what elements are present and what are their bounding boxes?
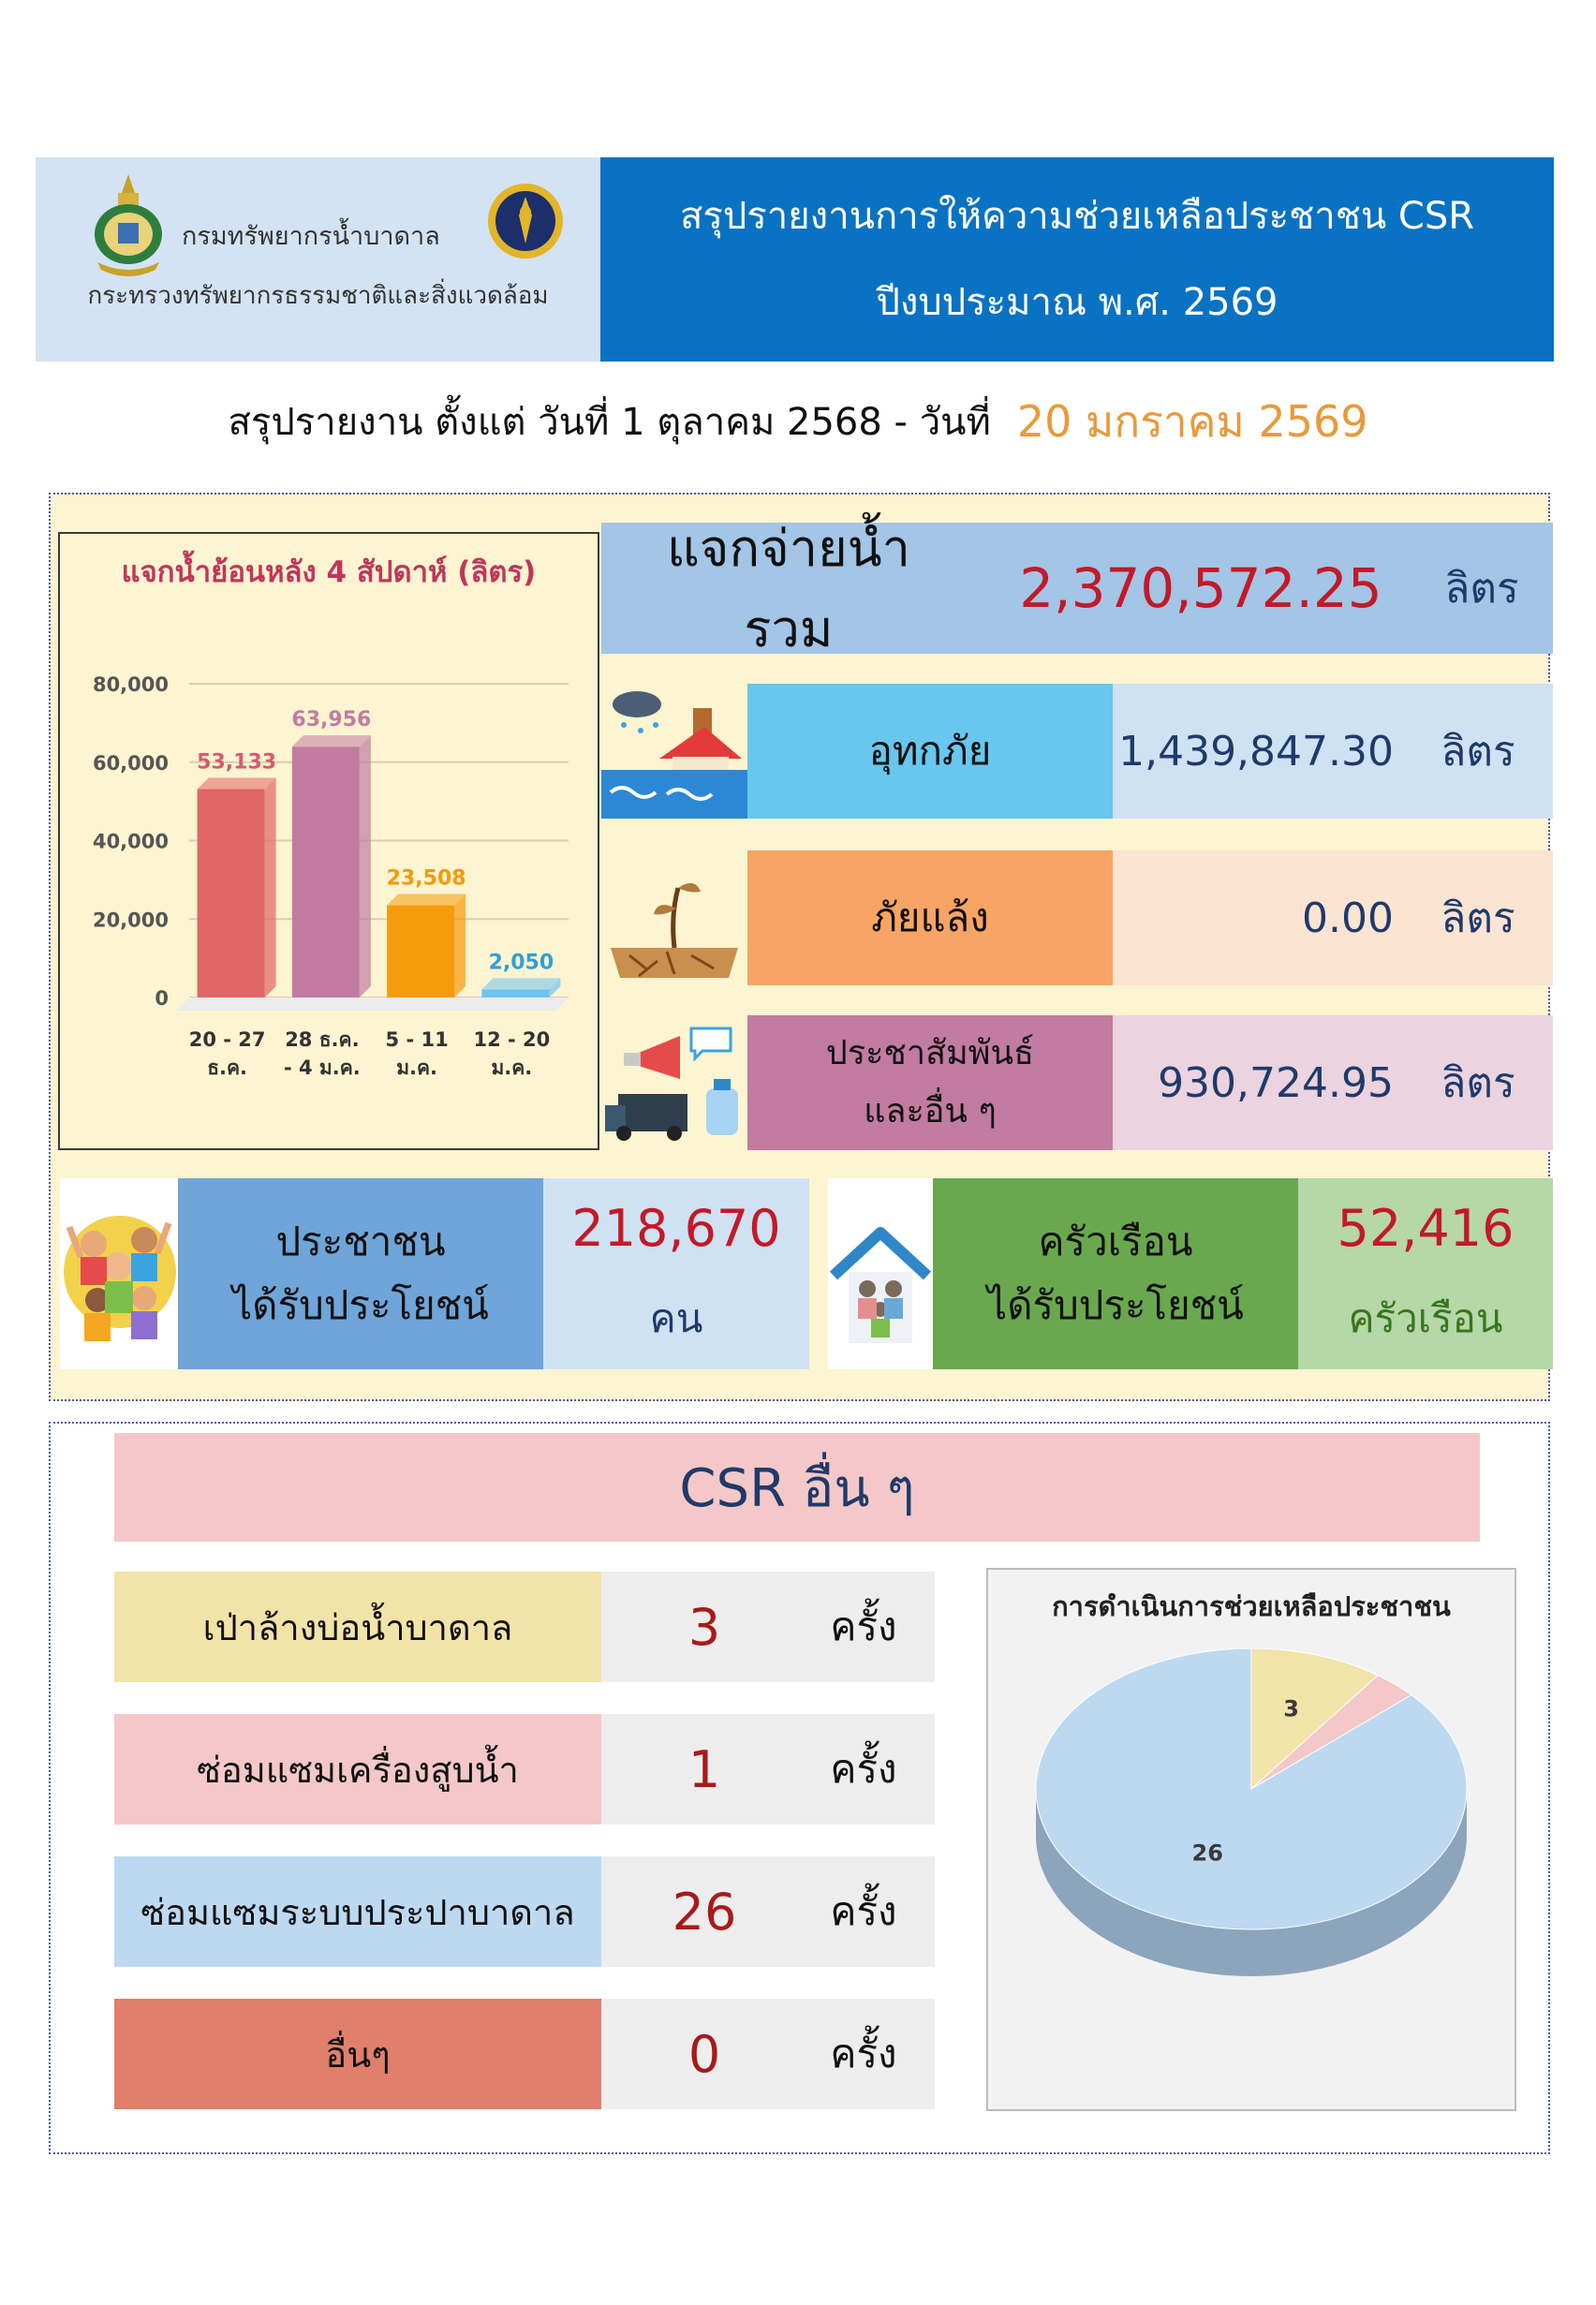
pr-truck-icon: [601, 1015, 747, 1150]
pr-value-cell: [1113, 1015, 1553, 1150]
department-emblem-icon: [90, 172, 167, 277]
activity-pie-chart: [986, 1648, 1516, 2061]
period-prefix: สรุปรายงาน ตั้งแต่ วันที่ 1 ตุลาคม 2568 - วันที่: [228, 401, 991, 444]
pr-label-cell: [747, 1015, 1113, 1150]
bar: [292, 746, 360, 997]
bar-top: [481, 978, 560, 989]
csr-row: [114, 1856, 935, 1967]
flood-value-cell: [1113, 684, 1553, 819]
bar: [481, 989, 549, 997]
bar: [387, 906, 454, 997]
x-tick-label: 5 - 11: [385, 1028, 449, 1051]
ministry-name: กระทรวงทรัพยากรธรรมชาติและสิ่งแวดล้อม: [87, 281, 549, 310]
x-tick-label: ม.ค.: [396, 1056, 438, 1079]
bar-value-label: 2,050: [488, 951, 554, 975]
pr-unit: ลิตร: [1441, 1059, 1515, 1107]
csr-row-value: 0: [687, 2024, 721, 2084]
flood-unit: ลิตร: [1441, 728, 1515, 776]
drought-unit: ลิตร: [1441, 894, 1515, 942]
total-label: แจกจ่ายน้ำรวม: [667, 519, 910, 658]
csr-row: [114, 1999, 935, 2109]
flood-value: 1,439,847.30: [1118, 727, 1394, 776]
header-org-panel: [36, 157, 600, 362]
org-name: กรมทรัพยากรน้ำบาดาล: [182, 222, 440, 251]
pr-label-line2: และอื่น ๆ: [864, 1092, 997, 1130]
total-water-panel: [601, 519, 1553, 658]
csr-row-label: เป่าล้างบ่อน้ำบาดาล: [114, 1572, 601, 1682]
x-tick-label: - 4 ม.ค.: [283, 1056, 361, 1079]
household-label-line1: ครัวเรือน: [1038, 1219, 1193, 1264]
household-value: 52,416: [1337, 1199, 1515, 1258]
total-value: 2,370,572.25: [1019, 556, 1382, 620]
household-icon: [828, 1178, 933, 1369]
x-tick-label: 20 - 27: [188, 1028, 266, 1051]
drought-label: ภัยแล้ง: [747, 850, 1113, 985]
flood-icon-cell: [601, 684, 747, 819]
pr-value: 930,724.95: [1158, 1058, 1394, 1107]
bar-top: [387, 894, 466, 906]
bar-value-label: 63,956: [291, 708, 372, 732]
y-tick-label: 20,000: [92, 909, 169, 932]
period-end-date: 20 มกราคม 2569: [1016, 395, 1368, 447]
bar-side: [360, 735, 371, 997]
csr-other-title: CSR อื่น ๆ: [114, 1433, 1480, 1542]
drought-icon: [601, 850, 747, 985]
pie-title: การดำเนินการช่วยเหลือประชาชน: [1052, 1590, 1451, 1622]
total-unit: ลิตร: [1444, 565, 1519, 613]
chart-floor: [176, 997, 569, 1011]
household-label-line2: ได้รับประโยชน์: [987, 1282, 1244, 1328]
bar-side: [265, 778, 276, 997]
csr-row-value-cell: [601, 1999, 935, 2109]
csr-row-value: 26: [672, 1882, 737, 1942]
people-label-line1: ประชาชน: [275, 1219, 446, 1264]
weekly-bar-chart: [58, 599, 599, 1105]
csr-row: [114, 1714, 935, 1825]
csr-row-value: 1: [687, 1739, 721, 1799]
csr-row-label: ซ่อมแซมระบบประปาบาดาล: [114, 1856, 601, 1967]
bar-value-label: 23,508: [386, 866, 466, 891]
csr-row-unit: ครั้ง: [830, 2031, 897, 2076]
bar-side: [454, 894, 466, 997]
people-value-cell: [543, 1178, 809, 1369]
pie-data-label: 3: [1283, 1695, 1299, 1722]
report-title: สรุปรายงานการให้ความช่วยเหลือประชาชน CSR: [679, 195, 1475, 238]
household-unit: ครัวเรือน: [1348, 1295, 1503, 1341]
csr-row-unit: ครั้ง: [830, 1888, 897, 1934]
royal-emblem-icon: [483, 174, 568, 268]
drought-value: 0.00: [1302, 894, 1394, 942]
x-tick-label: 28 ธ.ค.: [285, 1028, 360, 1051]
y-tick-label: 0: [155, 987, 169, 1010]
household-icon-cell: [828, 1178, 933, 1369]
y-tick-label: 40,000: [92, 830, 169, 853]
pie-data-label: 26: [1191, 1840, 1223, 1867]
drought-value-cell: [1113, 850, 1553, 985]
y-tick-label: 80,000: [92, 673, 169, 696]
csr-row-unit: ครั้ง: [830, 1603, 897, 1649]
bar-value-label: 53,133: [197, 750, 277, 775]
csr-row-value-cell: [601, 1572, 935, 1682]
people-icon-cell: [60, 1178, 178, 1369]
bar: [198, 790, 265, 997]
people-label-line2: ได้รับประโยชน์: [232, 1282, 489, 1328]
csr-row-value-cell: [601, 1714, 935, 1825]
csr-row-label: อื่นๆ: [114, 1999, 601, 2109]
chart-title: แจกน้ำย้อนหลัง 4 สัปดาห์ (ลิตร): [121, 555, 537, 589]
people-label-cell: [178, 1178, 543, 1369]
bar-top: [292, 735, 371, 746]
csr-row: [114, 1572, 935, 1682]
x-tick-label: 12 - 20: [473, 1028, 551, 1051]
csr-row-value: 3: [687, 1597, 721, 1657]
x-tick-label: ม.ค.: [491, 1056, 533, 1079]
people-value: 218,670: [571, 1199, 781, 1258]
y-tick-label: 60,000: [92, 751, 169, 775]
pr-icon-cell: [601, 1015, 747, 1150]
csr-row-label: ซ่อมแซมเครื่องสูบน้ำ: [114, 1714, 601, 1825]
header-title-panel: [600, 157, 1554, 362]
drought-icon-cell: [601, 850, 747, 985]
report-period: [0, 384, 1596, 459]
flood-label: อุทกภัย: [747, 684, 1113, 819]
people-unit: คน: [649, 1295, 703, 1341]
flood-icon: [601, 684, 747, 819]
people-icon: [60, 1178, 178, 1369]
csr-row-value-cell: [601, 1856, 935, 1967]
pr-label-line1: ประชาสัมพันธ์: [825, 1034, 1035, 1072]
fiscal-year: ปีงบประมาณ พ.ศ. 2569: [876, 281, 1278, 324]
household-value-cell: [1298, 1178, 1553, 1369]
household-label-cell: [933, 1178, 1298, 1369]
csr-row-unit: ครั้ง: [830, 1746, 897, 1792]
bar-top: [198, 778, 276, 790]
x-tick-label: ธ.ค.: [207, 1056, 248, 1079]
